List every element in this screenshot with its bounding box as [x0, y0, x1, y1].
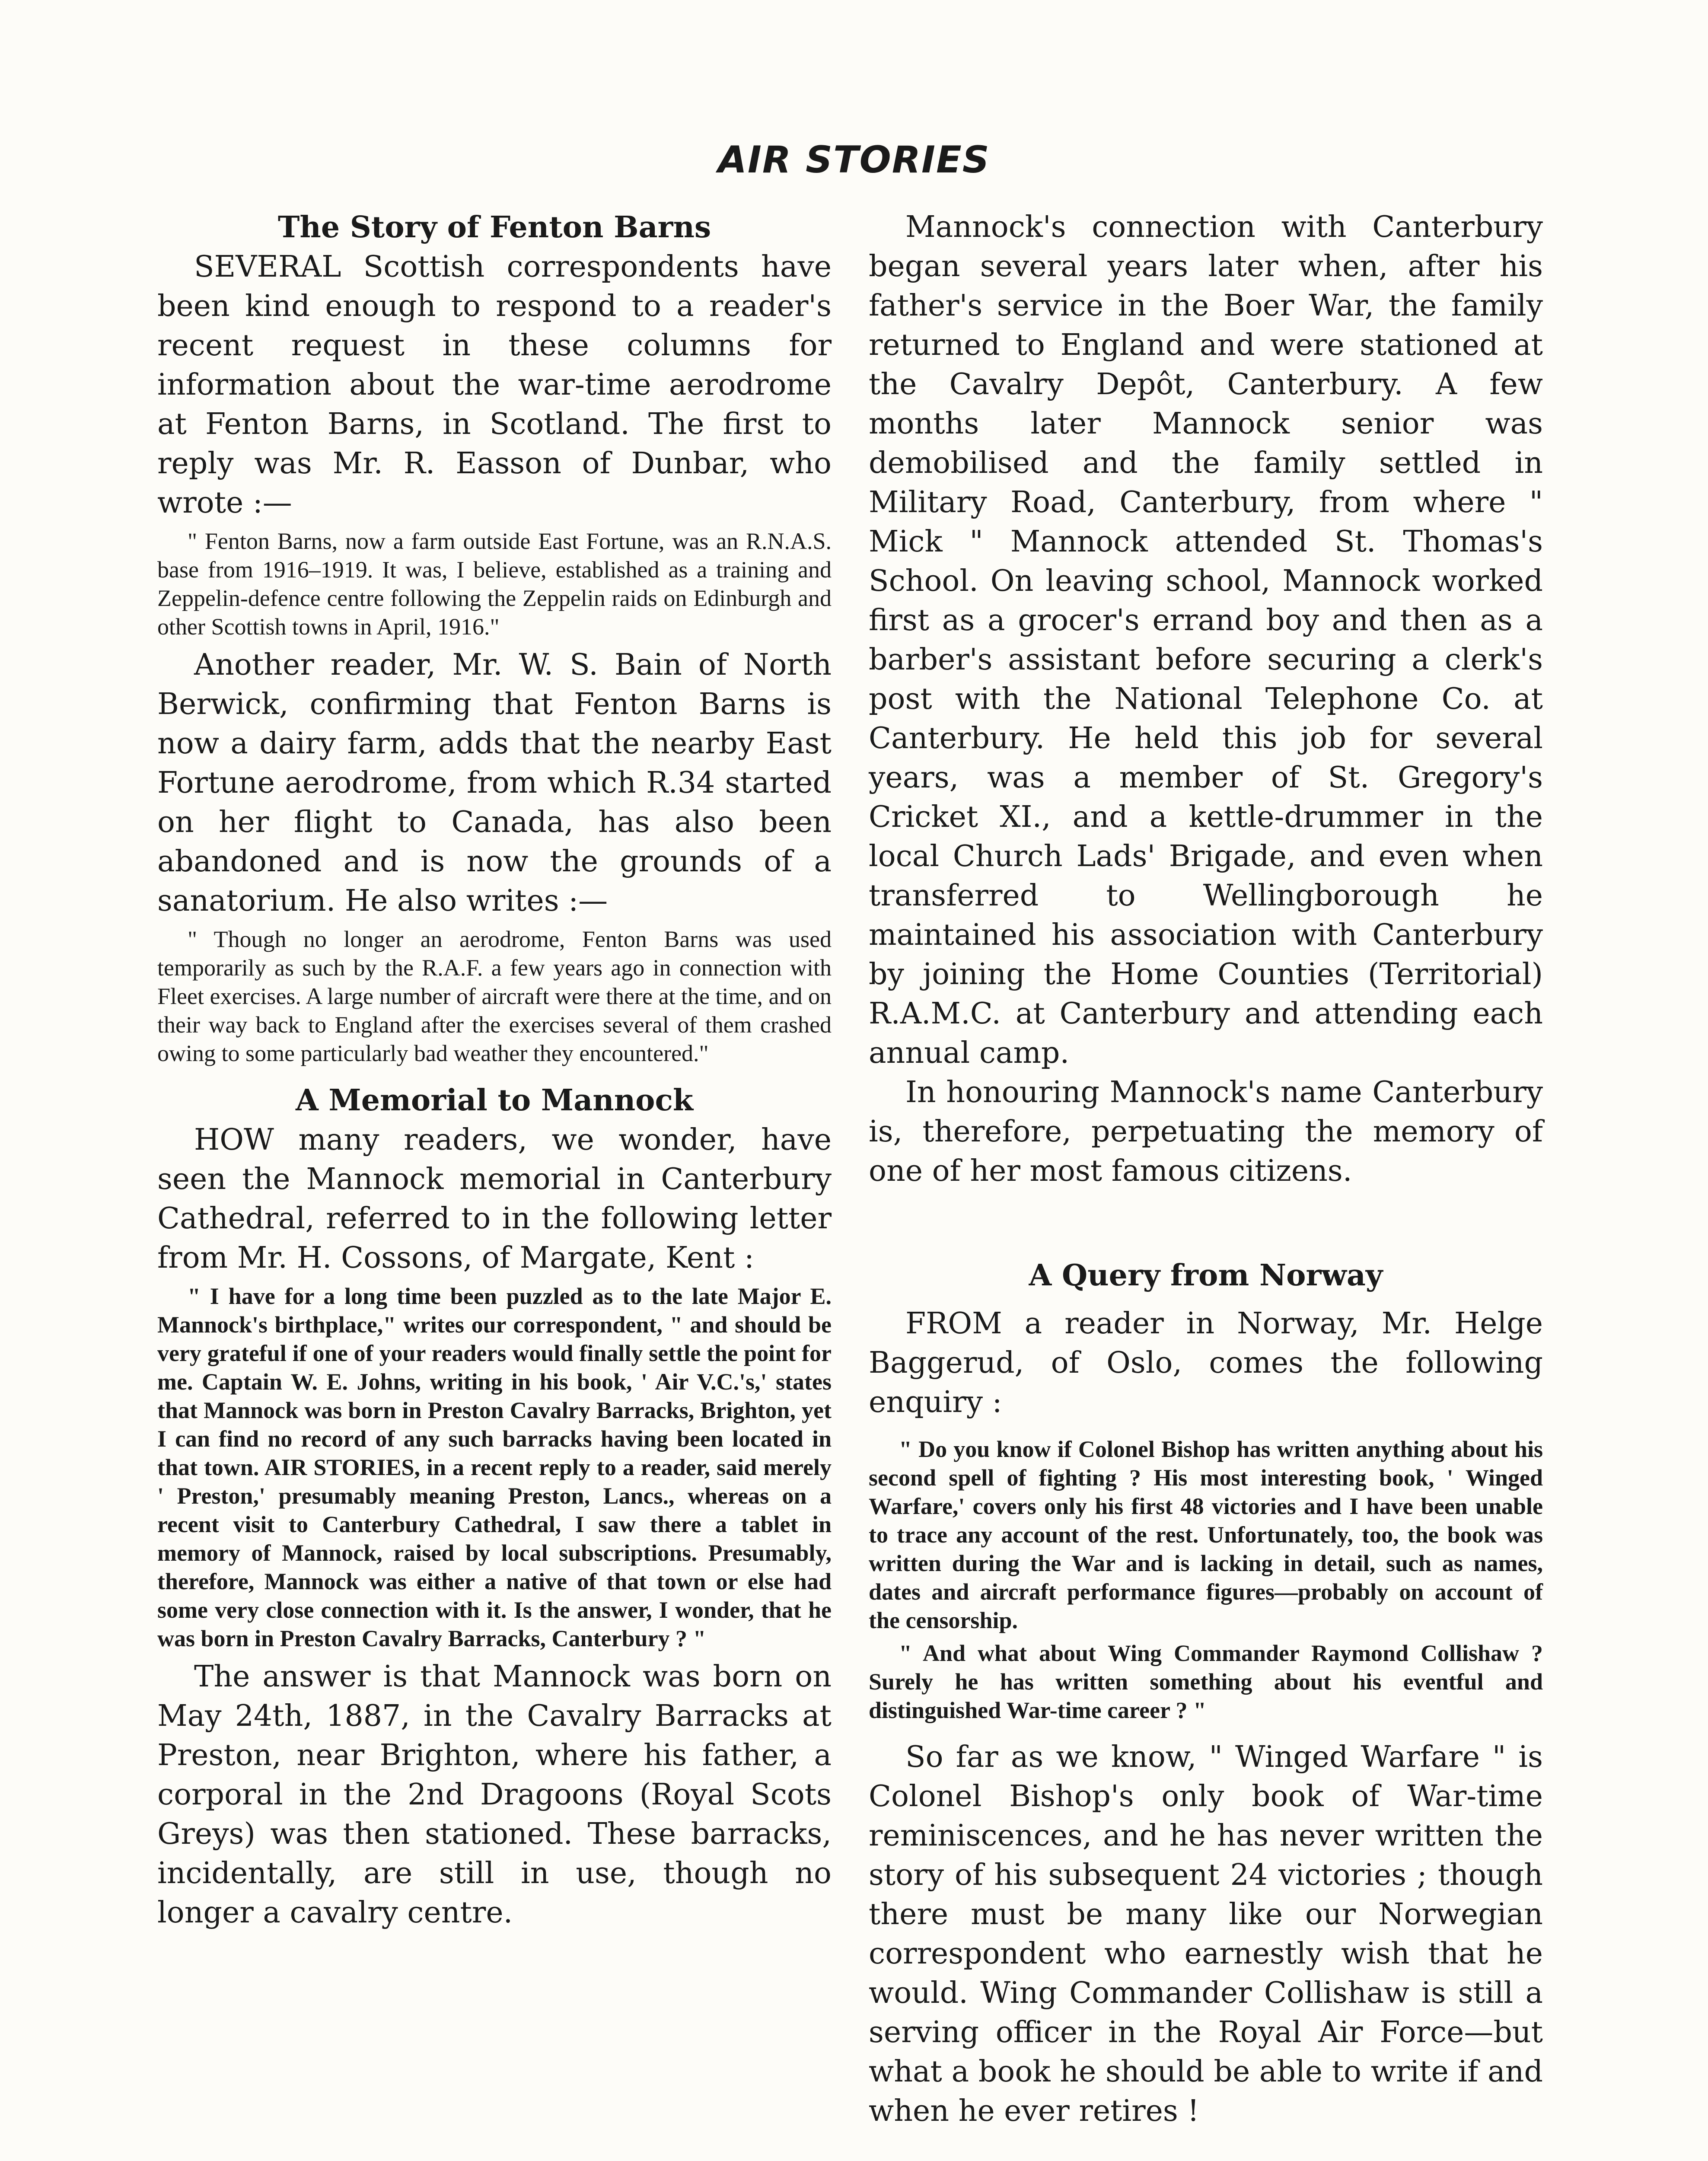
article-heading: The Story of Fenton Barns — [277, 210, 711, 245]
letter-quote: " Though no longer an aerodrome, Fenton Barns was used temporarily as such by the R.A.F. a few years ago in connection with Fleet exercises. A large number of aircraft were there at the time, and on their way back to England after the exercises several of them crashed owing to some particularly bad weather they encountered." — [157, 926, 832, 1066]
letter-quote: " Fenton Barns, now a farm outside East Fortune, was an R.N.A.S. base from 1916–1919. It was, I believe, established as a training and Zeppelin-defence centre following the Zeppelin raids on Edinburgh and other Scottish towns in April, 1916." — [157, 528, 832, 640]
article-heading: A Memorial to Mannock — [295, 1083, 694, 1118]
article-heading: A Query from Norway — [1029, 1258, 1383, 1293]
article-paragraph: HOW many readers, we wonder, have seen the Mannock memorial in Canterbury Cathedral, referred to in the following letter from Mr. H. Cossons, of Margate, Kent : — [157, 1123, 832, 1275]
magazine-title: AIR STORIES — [718, 138, 990, 182]
article-fenton-barns — [157, 207, 832, 1068]
article-paragraph: The answer is that Mannock was born on May 24th, 1887, in the Cavalry Barracks at Preston, near Brighton, where his father, a corporal in the 2nd Dragoons (Royal Scots Greys) was then stationed. These barracks, incidentally, are still in use, though no longer a cavalry centre. — [157, 1660, 832, 1930]
article-paragraph: Mannock's connection with Canterbury began several years later when, after his father's service in the Boer War, the family returned to England and were stationed at the Cavalry Depôt, Canterbury. A few months later Mannock senior was demobilised and the family settled in Military Road, Canterbury, from where " Mick " Mannock attended St. Thomas's School. On leaving school, Mannock worked first as a grocer's errand boy and then as a barber's assistant before securing a clerk's post with the National Telephone Co. at Canterbury. He held this job for several years, was a member of St. Gregory's Cricket XI., and a kettle-drummer in the local Church Lads' Brigade, and even when transferred to Wellingborough he maintained his association with Canterbury by joining the Home Counties (Territorial) R.A.M.C. at Canterbury and attending each annual camp. — [869, 210, 1543, 1070]
article-paragraph: SEVERAL Scottish correspondents have been kind enough to respond to a reader's recent request in these columns for information about the war-time aerodrome at Fenton Barns, in Scotland. The first to reply was Mr. R. Easson of Dunbar, who wrote :— — [157, 250, 832, 520]
right-column — [869, 207, 1543, 2131]
letter-quote: " I have for a long time been puzzled as to the late Major E. Mannock's birthplace," writes our correspondent, " and should be very grateful if one of your readers would finally settle the point for me. Captain W. E. Johns, writing in his book, ' Air V.C.'s,' states that Mannock was born in Preston Cavalry Barracks, Brighton, yet I can find no record of any such barracks having been located in that town. AIR STORIES, in a recent reply to a reader, said merely ' Preston,' presumably meaning Preston, Lancs., whereas on a recent visit to Canterbury Cathedral, I saw there a tablet in memory of Mannock, raised by local subscriptions. Presumably, therefore, Mannock was either a native of that town or else had some very close connection with it. Is the answer, I wonder, that he was born in Preston Cavalry Barracks, Canterbury ? " — [157, 1283, 832, 1651]
article-paragraph: FROM a reader in Norway, Mr. Helge Baggerud, of Oslo, comes the following enquiry : — [869, 1307, 1543, 1419]
article-paragraph: Another reader, Mr. W. S. Bain of North Berwick, confirming that Fenton Barns is now a dairy farm, adds that the nearby East Fortune aerodrome, from which R.34 started on her flight to Canada, has also been abandoned and is now the grounds of a sanatorium. He also writes :— — [157, 648, 832, 918]
article-paragraph: So far as we know, " Winged Warfare " is Colonel Bishop's only book of War-time reminiscences, and he has never written the story of his subsequent 24 victories ; though there must be many like our Norwegian correspondent who earnestly wish that he would. Wing Commander Collishaw is still a serving officer in the Royal Air Force—but what a book he should be able to write if and when he ever retires ! — [869, 1740, 1543, 2128]
letter-quote: " And what about Wing Commander Raymond Collishaw ? Surely he has written something about his eventful and distinguished War-time career ? " — [869, 1640, 1543, 1723]
left-column — [157, 207, 832, 1932]
article-paragraph: In honouring Mannock's name Canterbury is, therefore, perpetuating the memory of one of her most famous citizens. — [869, 1075, 1543, 1188]
article-memorial-continued — [869, 207, 1543, 1191]
article-memorial-mannock — [157, 1080, 832, 1932]
article-query-norway — [869, 1256, 1543, 2131]
letter-quote: " Do you know if Colonel Bishop has written anything about his second spell of fighting ? His most interesting book, ' Winged Warfare,' covers only his first 48 victories and I have been unable to trace any account of the rest. Unfortunately, too, the book was written during the War and is lacking in detail, such as names, dates and aircraft performance figures—probably on account of the censorship. — [869, 1436, 1543, 1633]
